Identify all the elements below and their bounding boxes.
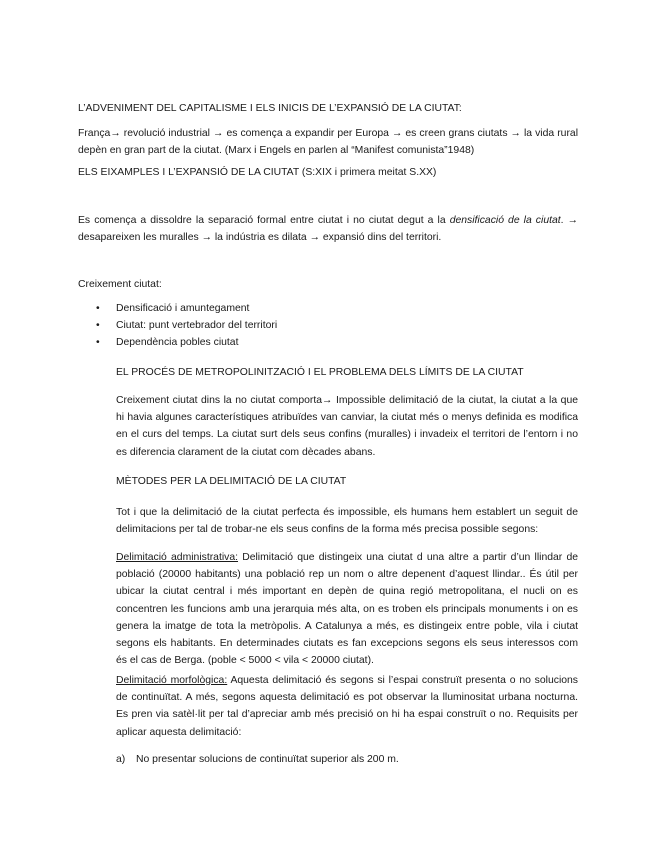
paragraph-totique: Tot i que la delimitació de la ciutat perfecta és impossible, els humans hem establert un seguit de delimitacions per tal de trobar-ne els seus confins de la forma més precisa possible segons: (116, 507, 578, 536)
growth-bullet-list (78, 300, 598, 352)
emphasis-densificacio: densificació de la ciutat (449, 215, 561, 226)
admin-text: Delimitació que distingeix una ciutat d una altre a partir d’un llindar de població (20000 habitants) una població rep un nom o altre depenent d’aquest llindar.. És útil per ubicar la ciutat central i més important en depèn de quina regió metropolitana, el nucli on es concentren les funcions amb una jerarquia més alta, on es troben els principals monuments i on es genera la imatge de tota la metròpolis. A Catalunya a més, es distingeix entre poble, vila i ciutat segons els habitants. En determinades ciutats es fan excepcions segons els seus interessos com és el cas de Berga. (poble < 5000 < vila < 20000 ciutat). (116, 552, 579, 667)
list-item (78, 317, 598, 334)
morfo-label: Delimitació morfològica: (116, 675, 228, 686)
paragraph-creixement: Creixement ciutat dins la no ciutat comporta→ Impossible delimitació de la ciutat, la ciutat a la que hi havia algunes característiques atribuïdes van canviar, la ciutat més o menys definida es modifica en el curs del temps. La ciutat surt dels seus confins (muralles) i invadeix el territori de l’entorn i no es diferencia clarament de la ciutat com dècades abans. (116, 395, 578, 458)
list-item-text: Densificació i amuntegament (116, 303, 250, 314)
heading-capitalism: L’ADVENIMENT DEL CAPITALISME I ELS INICIS DE L’EXPANSIÓ DE LA CIUTAT: (78, 103, 462, 114)
morfo-text: Aquesta delimitació és segons si l’espai construït presenta o no solucions de continuïtat. A més, segons aquesta delimitació es pot observar la lluminositat urbana nocturna. Es pren via satèl·lit per tal d’apreciar amb més precisió on hi ha espai construït o no. Requisits per aplicar aquesta delimitació: (116, 675, 579, 738)
bullet-icon: • (96, 337, 100, 349)
paragraph-franca: França→ revolució industrial → es comença a expandir per Europa → es creen grans ciutats → la vida rural depèn en gran part de la ciutat. (Marx i Engels en parlen al “Manifest comunista”1948) (78, 128, 578, 157)
requisit-letter: a) (116, 754, 126, 765)
heading-metropolitzacio: EL PROCÉS DE METROPOLINITZACIÓ I EL PROBLEMA DELS LÍMITS DE LA CIUTAT (116, 367, 524, 378)
creixement-label: Creixement ciutat: (78, 279, 162, 290)
paragraph-admin (116, 549, 578, 669)
list-item-text: Dependència pobles ciutat (116, 337, 239, 349)
list-item-text: Ciutat: punt vertebrador del territori (116, 320, 278, 332)
list-item (78, 334, 598, 351)
list-item (78, 300, 598, 317)
heading-eixamples: ELS EIXAMPLES I L’EXPANSIÓ DE LA CIUTAT (S:XIX i primera meitat S.XX) (78, 167, 437, 178)
requisit-text: No presentar solucions de continuïtat superior als 200 m. (136, 754, 399, 765)
paragraph-dissoldre (78, 212, 578, 246)
admin-label: Delimitació administrativa: (116, 552, 239, 563)
paragraph-dissoldre-start: Es comença a dissoldre la separació formal entre ciutat i no ciutat degut a la (78, 215, 450, 226)
paragraph-morfo (116, 672, 578, 741)
requisit-item (116, 751, 576, 768)
bullet-icon: • (96, 303, 100, 314)
paragraph-dissoldre-end: . → desapareixen les muralles → la indústria es dilata → expansió dins del territori. (78, 215, 578, 244)
heading-metodes: MÈTODES PER LA DELIMITACIÓ DE LA CIUTAT (116, 476, 347, 487)
bullet-icon: • (96, 320, 100, 332)
